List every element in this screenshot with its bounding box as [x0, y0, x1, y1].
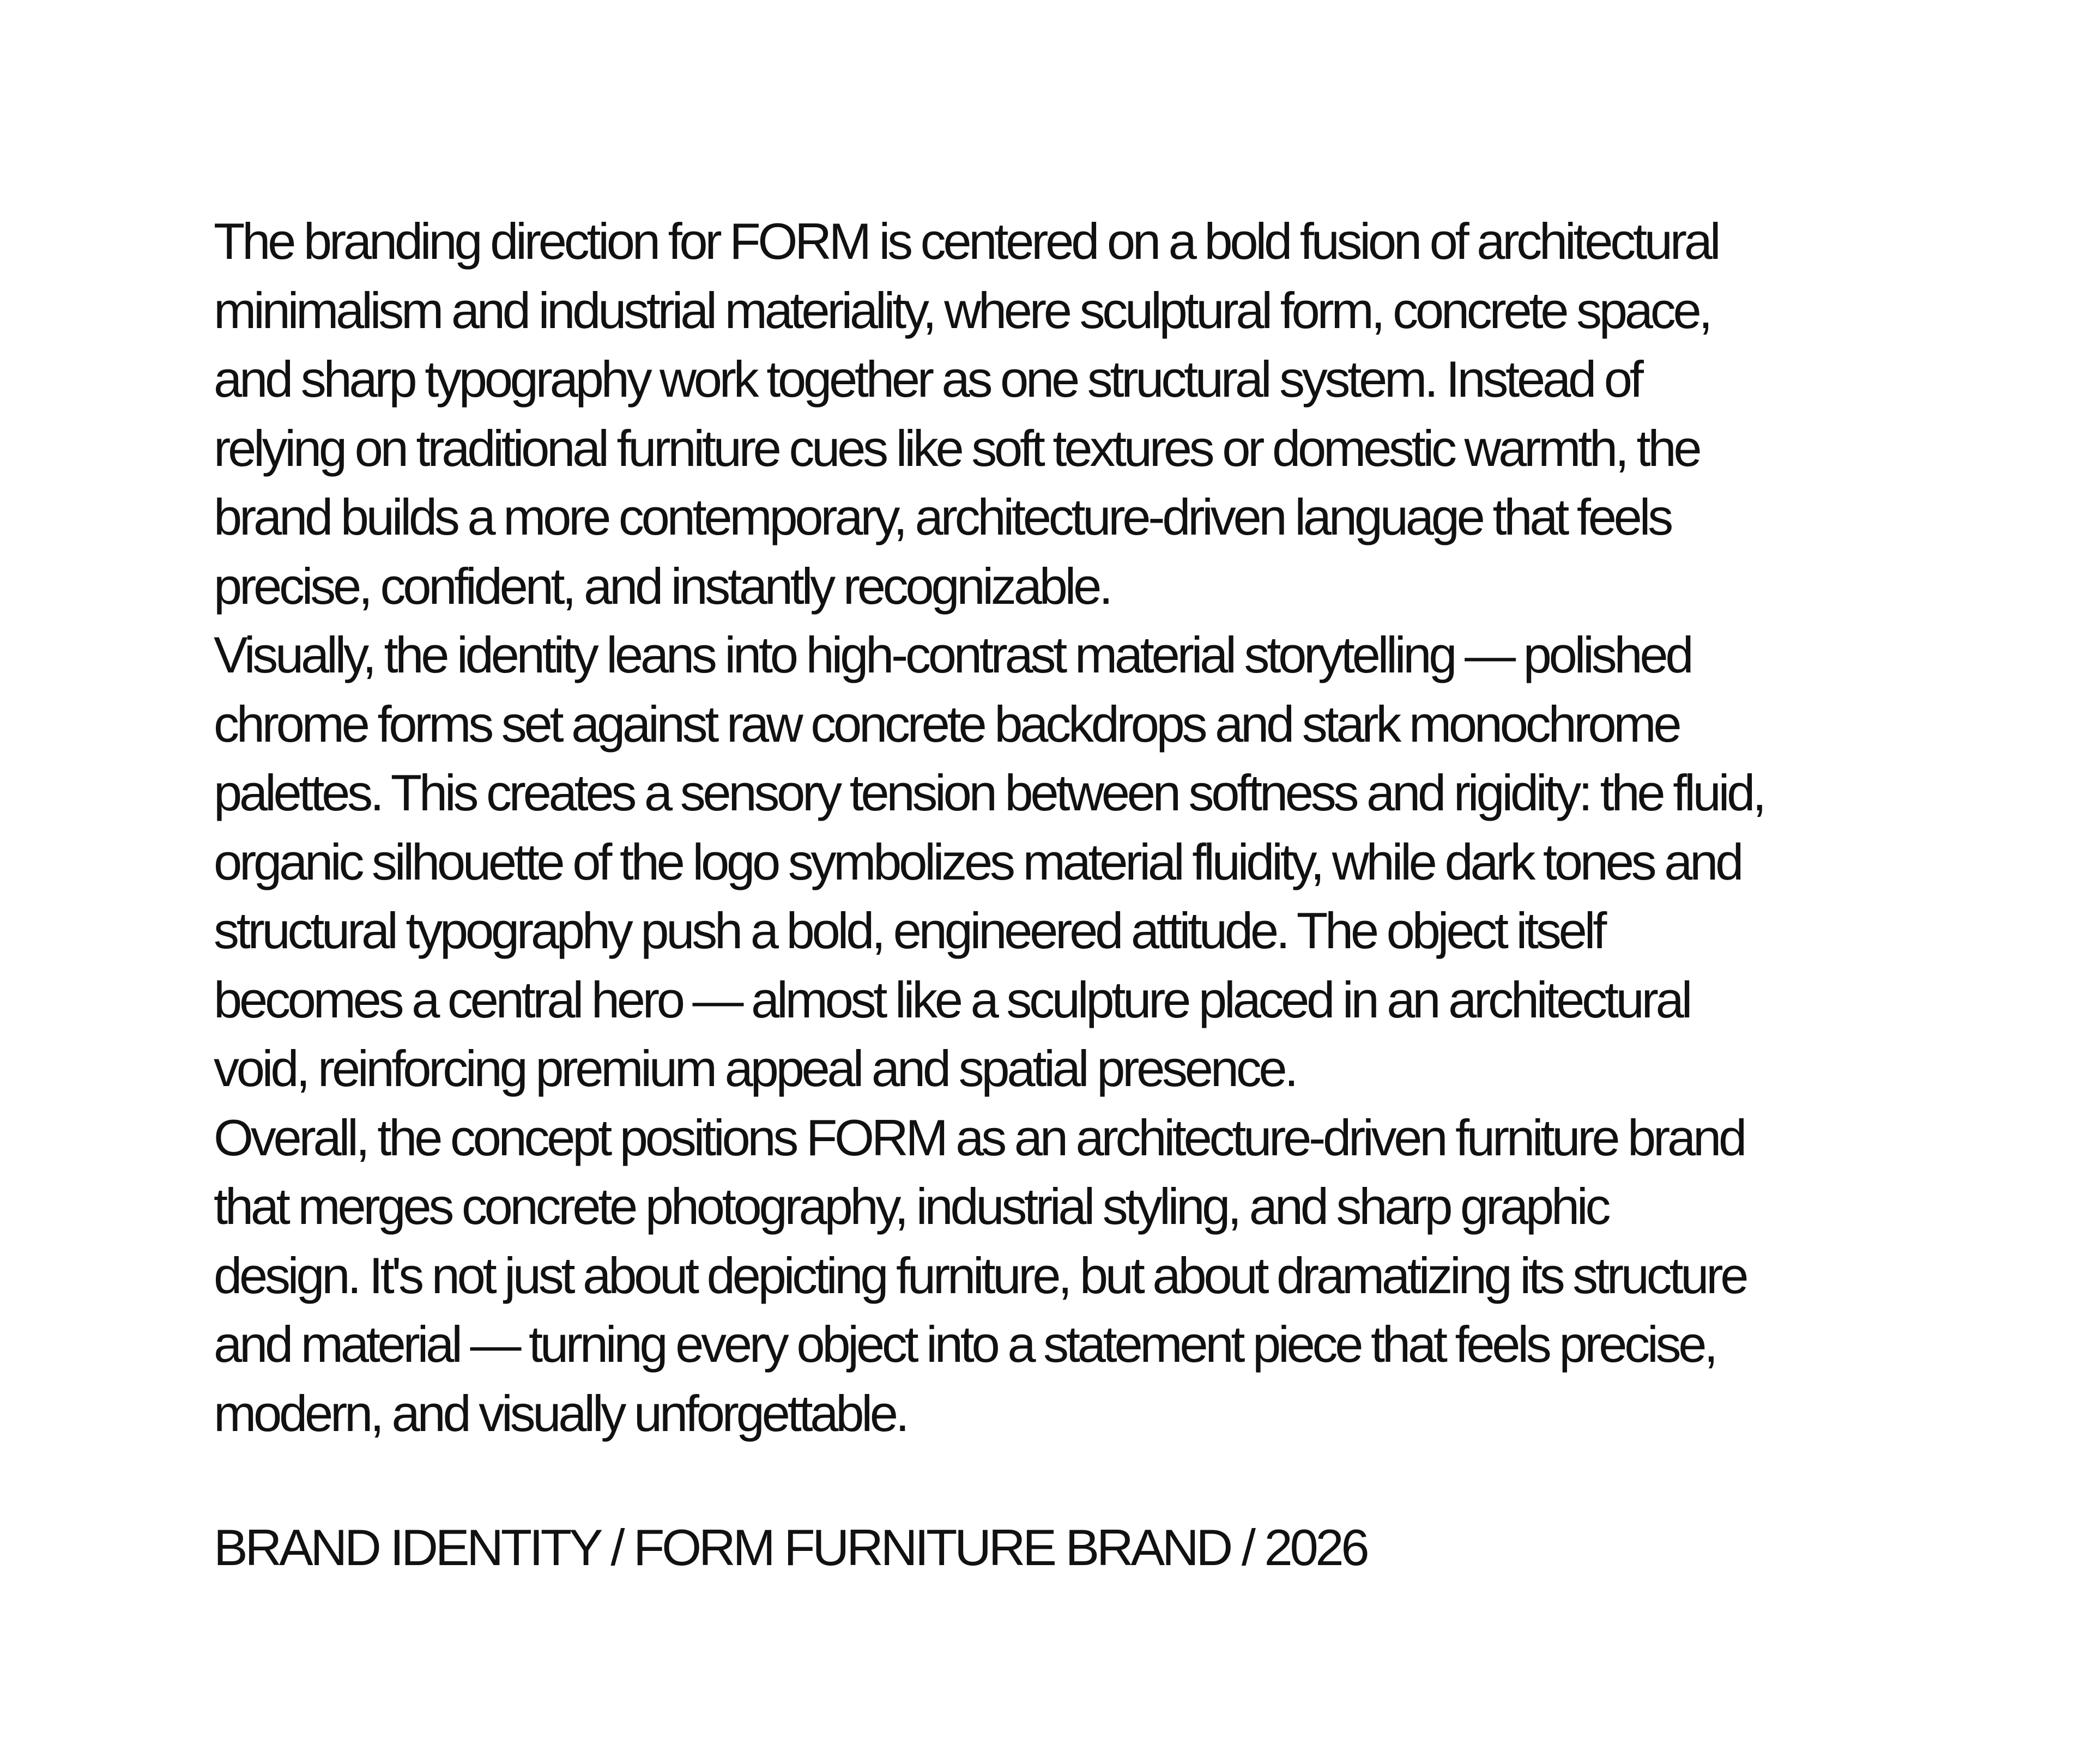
text-line: precise, confident, and instantly recognizable. [214, 557, 1110, 615]
text-line: and material — turning every object into a statement piece that feels precise, [214, 1316, 1716, 1373]
text-line: palettes. This creates a sensory tension between softness and rigidity: the fluid, [214, 764, 1764, 821]
text-line: structural typography push a bold, engineered attitude. The object itself [214, 902, 1605, 959]
text-line: minimalism and industrial materiality, where sculptural form, concrete space, [214, 281, 1710, 339]
paragraph-overall-concept [214, 1104, 1903, 1448]
text-line: and sharp typography work together as one structural system. Instead of [214, 350, 1641, 408]
paragraph-branding-direction [214, 207, 1903, 621]
text-line: brand builds a more contemporary, architecture-driven language that feels [214, 488, 1671, 545]
text-line: modern, and visually unforgettable. [214, 1384, 907, 1442]
text-line: relying on traditional furniture cues like soft textures or domestic warmth, the [214, 419, 1699, 477]
document-page [214, 207, 1903, 1583]
text-line: becomes a central hero — almost like a sculpture placed in an architectural [214, 971, 1690, 1028]
text-line: design. It's not just about depicting furniture, but about dramatizing its structure [214, 1246, 1746, 1304]
text-line: void, reinforcing premium appeal and spatial presence. [214, 1040, 1296, 1097]
text-line: chrome forms set against raw concrete backdrops and stark monochrome [214, 695, 1679, 753]
project-credit: BRAND IDENTITY / FORM FURNITURE BRAND / 2026 [214, 1519, 1367, 1576]
text-line: Visually, the identity leans into high-contrast material storytelling — polished [214, 626, 1691, 683]
text-line: organic silhouette of the logo symbolizes material fluidity, while dark tones and [214, 833, 1741, 890]
paragraph-visual-identity [214, 621, 1903, 1104]
text-line: Overall, the concept positions FORM as an architecture-driven furniture brand [214, 1108, 1744, 1166]
text-line: The branding direction for FORM is centered on a bold fusion of architectural [214, 213, 1719, 270]
text-line: that merges concrete photography, industrial styling, and sharp graphic [214, 1178, 1608, 1235]
